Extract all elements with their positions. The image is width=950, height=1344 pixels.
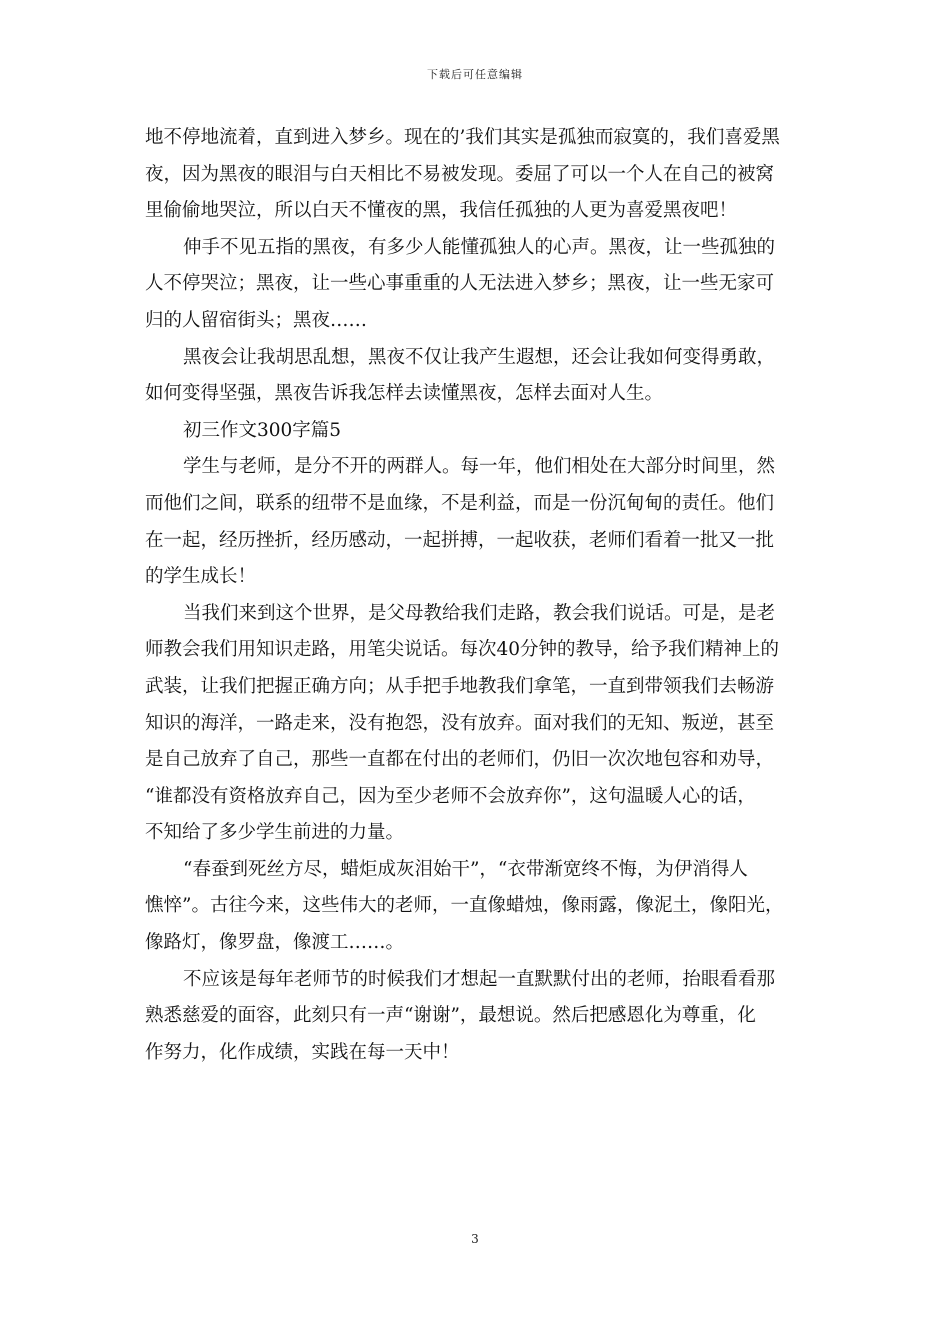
text-line: 知识的海洋，一路走来，没有抱怨，没有放弃。面对我们的无知、叛逆，甚至: [145, 712, 775, 734]
paragraph-p7: [145, 852, 815, 962]
text-line: 如何变得坚强，黑夜告诉我怎样去读懂黑夜，怎样去面对人生。: [145, 383, 664, 405]
text-line: 伸手不见五指的黑夜，有多少人能懂孤独人的心声。黑夜，让一些孤独的: [183, 236, 776, 258]
text-line: 是自己放弃了自己，那些一直都在付出的老师们，仍旧一次次地包容和劝导，: [145, 749, 775, 771]
text-line: 熟悉慈爱的面容，此刻只有一声“谢谢”，最想说。然后把感恩化为尊重，化: [145, 1005, 756, 1027]
paragraph-p1: [145, 120, 815, 230]
text-line: 不应该是每年老师节的时候我们才想起一直默默付出的老师，抬眼看看那: [183, 968, 776, 990]
paragraph-p6: [145, 596, 815, 852]
paragraph-p3: [145, 340, 815, 413]
text-line: 的学生成长！: [145, 566, 257, 588]
text-line: 归的人留宿街头；黑夜……: [145, 309, 368, 331]
text-line: 而他们之间，联系的纽带不是血缘，不是利益，而是一份沉甸甸的责任。他们: [145, 492, 775, 514]
text-line: “谁都没有资格放弃自己，因为至少老师不会放弃你”，这句温暖人心的话，: [145, 785, 756, 807]
text-line: 黑夜会让我胡思乱想，黑夜不仅让我产生遐想，还会让我如何变得勇敢，: [183, 346, 776, 368]
text-line: “春蚕到死丝方尽，蜡炬成灰泪始干”，“衣带渐宽终不悔，为伊消得人: [183, 858, 748, 880]
text-line: 夜，因为黑夜的眼泪与白天相比不易被发现。委屈了可以一个人在自己的被窝: [145, 163, 775, 185]
text-line: 像路灯，像罗盘，像渡工……。: [145, 932, 405, 954]
document-body: [145, 120, 815, 1071]
text-line: 当我们来到这个世界，是父母教给我们走路，教会我们说话。可是，是老: [183, 602, 776, 624]
text-line: 在一起，经历挫折，经历感动，一起拼搏，一起收获，老师们看着一批又一批: [145, 529, 775, 551]
text-line: 师教会我们用知识走路，用笔尖说话。每次40分钟的教导，给予我们精神上的: [145, 639, 780, 661]
text-line: 人不停哭泣；黑夜，让一些心事重重的人无法进入梦乡；黑夜，让一些无家可: [145, 273, 775, 295]
text-line: 作努力，化作成绩，实践在每一天中！: [145, 1041, 460, 1063]
page-header: 下载后可任意编辑: [427, 68, 523, 81]
text-line: 不知给了多少学生前进的力量。: [145, 822, 405, 844]
paragraph-p2: [145, 230, 815, 340]
text-line: 憔悴”。古往今来，这些伟大的老师，一直像蜡烛，像雨露，像泥土，像阳光，: [145, 895, 784, 917]
paragraph-p8: [145, 962, 815, 1072]
page-number: 3: [471, 1232, 479, 1246]
text-line: 里偷偷地哭泣，所以白天不懂夜的黑，我信任孤独的人更为喜爱黑夜吧！: [145, 200, 738, 222]
text-line: 初三作文300字篇5: [183, 419, 342, 441]
text-line: 地不停地流着，直到进入梦乡。现在的’我们其实是孤独而寂寞的，我们喜爱黑: [145, 127, 780, 148]
text-line: 武装，让我们把握正确方向；从手把手地教我们拿笔，一直到带领我们去畅游: [145, 675, 775, 697]
paragraph-p4: [145, 413, 815, 450]
paragraph-p5: [145, 449, 815, 595]
text-line: 学生与老师，是分不开的两群人。每一年，他们相处在大部分时间里，然: [183, 456, 776, 478]
